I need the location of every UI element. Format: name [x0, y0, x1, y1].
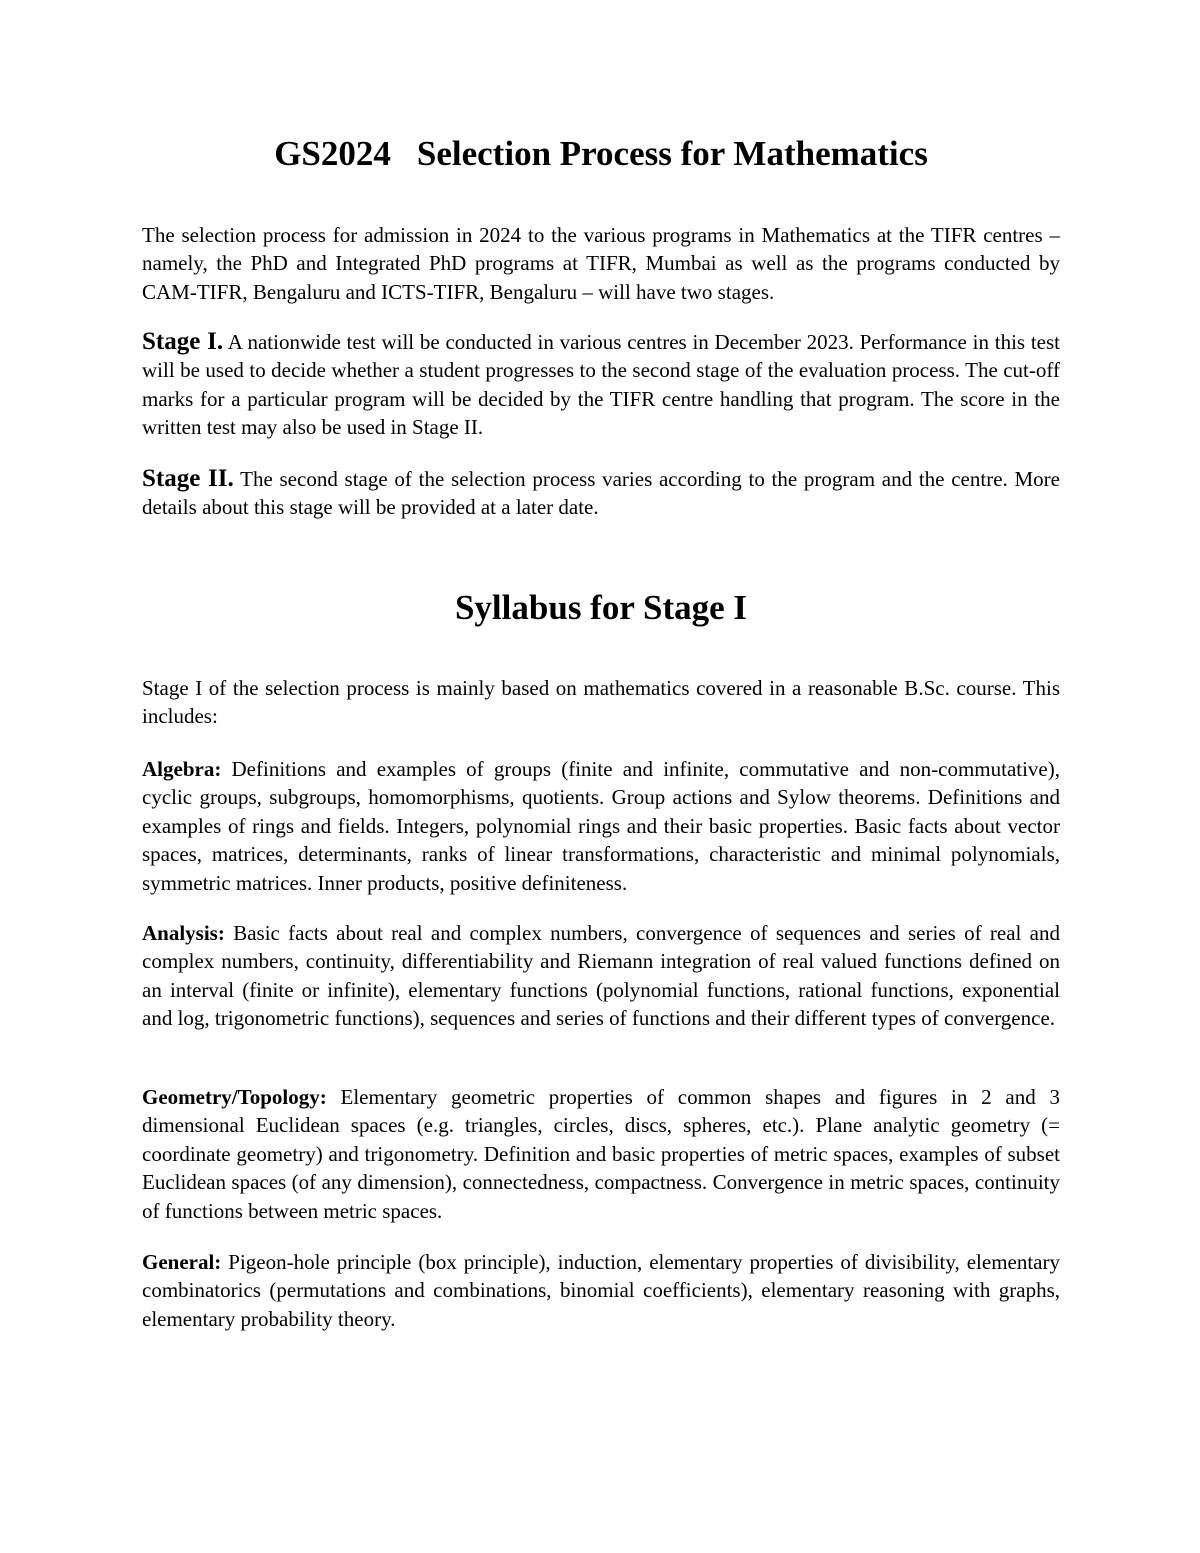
syllabus-intro: Stage I of the selection process is mainly based on mathematics covered in a reasonable B.Sc. course. This includes:	[142, 676, 1060, 729]
topic-general	[142, 1248, 1060, 1333]
stage-2-text: The second stage of the selection process varies according to the program and the centre. More details about this stage will be provided at a later date.	[142, 467, 1060, 520]
topic-general-label: General:	[142, 1250, 222, 1274]
stage-2-label: Stage II.	[142, 465, 234, 492]
syllabus-title: Syllabus for Stage I	[454, 588, 748, 627]
topic-analysis	[142, 919, 1060, 1033]
topic-geometry-topology	[142, 1083, 1060, 1225]
title-text: Selection Process for Mathematics	[416, 134, 928, 173]
topic-algebra-label: Algebra:	[142, 757, 222, 781]
topic-analysis-text: Basic facts about real and complex numbers, convergence of sequences and series of real and complex numbers, continuity, differentiability and Riemann integration of real valued functions defined on an interval (finite or infinite), elementary functions (polynomial functions, rational functions, exponential and log, trigonometric functions), sequences and series of functions and their different types of convergence.	[142, 921, 1061, 1031]
topic-algebra	[142, 755, 1060, 897]
topic-geometry-topology-label: Geometry/Topology:	[142, 1085, 327, 1109]
intro-paragraph: The selection process for admission in 2024 to the various programs in Mathematics at the TIFR centres – namely, the PhD and Integrated PhD programs at TIFR, Mumbai as well as the programs conducted by CAM-TIFR, Bengaluru and ICTS-TIFR, Bengaluru – will have two stages.	[142, 223, 1060, 304]
stage-2-paragraph	[142, 465, 1060, 522]
topic-geometry-topology-text: Elementary geometric properties of common shapes and figures in 2 and 3 dimensional Euclidean spaces (e.g. triangles, circles, discs, spheres, etc.). Plane analytic geometry (= coordinate geometry) and trigonometry. Definition and basic properties of metric spaces, examples of subset Euclidean spaces (of any dimension), connectedness, compactness. Convergence in metric spaces, continuity of functions between metric spaces.	[142, 1085, 1060, 1223]
topic-algebra-text: Definitions and examples of groups (finite and infinite, commutative and non-commutative), cyclic groups, subgroups, homomorphisms, quotients. Group actions and Sylow theorems. Definitions and examples of rings and fields. Integers, polynomial rings and their basic properties. Basic facts about vector spaces, matrices, determinants, ranks of linear transformations, characteristic and minimal polynomials, symmetric matrices. Inner products, positive definiteness.	[142, 757, 1060, 895]
topic-general-text: Pigeon-hole principle (box principle), induction, elementary properties of divisibility, elementary combinatorics (permutations and combinations, binomial coefficients), elementary reasoning with graphs, elementary probability theory.	[142, 1250, 1060, 1331]
stage-1-paragraph	[142, 328, 1060, 442]
stage-1-text: A nationwide test will be conducted in various centres in December 2023. Performance in this test will be used to decide whether a student progresses to the second stage of the evaluation process. The cut-off marks for a particular program will be decided by the TIFR centre handling that program. The score in the written test may also be used in Stage II.	[142, 330, 1061, 440]
stage-1-label: Stage I.	[142, 328, 224, 355]
page-title	[142, 134, 1060, 174]
topic-analysis-label: Analysis:	[142, 921, 225, 945]
title-code: GS2024	[274, 134, 391, 173]
